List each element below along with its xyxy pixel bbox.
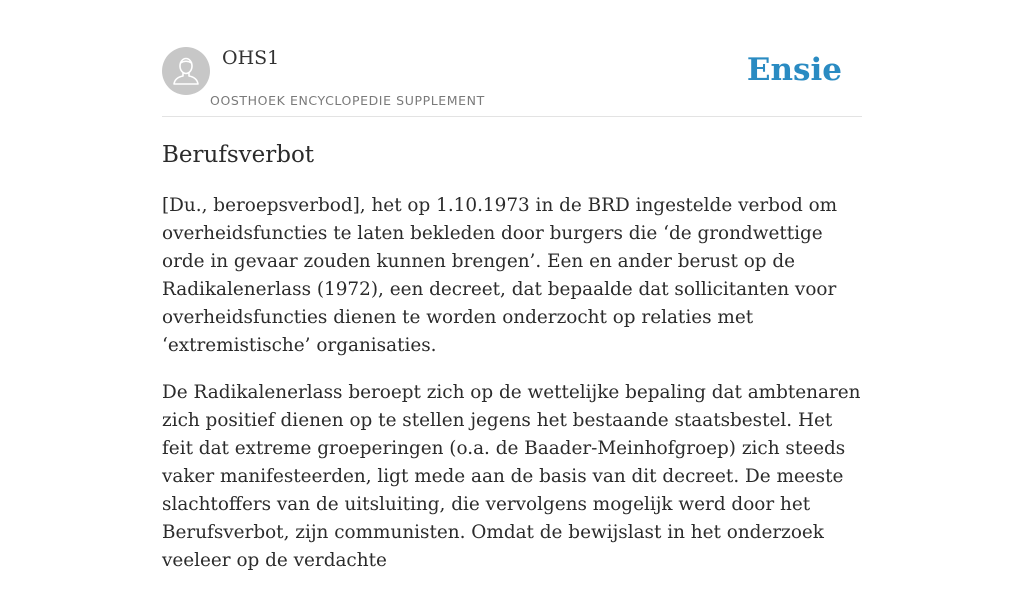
- article-body: [162, 192, 862, 594]
- source-avatar[interactable]: [162, 47, 210, 95]
- source-name-link[interactable]: OOSTHOEK ENCYCLOPEDIE SUPPLEMENT: [210, 93, 485, 108]
- article-paragraph: [Du., beroepsverbod], het op 1.10.1973 in de BRD ingestelde verbod om overheidsfuncties te laten bekleden door burgers die ‘de grondwettige orde in gevaar zouden kunnen brengen’. Een en ander berust op de Radikalenerlass (1972), een decreet, dat bepaalde dat sollicitanten voor overheidsfuncties dienen te worden onderzocht op relaties met ‘extremistische’ organisaties.: [162, 195, 838, 356]
- article-paragraph: De Radikalenerlass beroept zich op de wettelijke bepaling dat ambtenaren zich positief dienen op te stellen jegens het bestaande staatsbestel. Het feit dat extreme groeperingen (o.a. de Baader-Meinhofgroep) zich steeds vaker manifesteerden, ligt mede aan de basis van dit decreet. De meeste slachtoffers van de uitsluiting, die vervolgens mogelijk werd door het Berufsverbot, zijn communisten. Omdat de bewijslast in het onderzoek veeleer op de verdachte: [162, 382, 861, 571]
- source-code-link[interactable]: OHS1: [222, 47, 280, 69]
- source-header: [162, 46, 862, 117]
- brand-logo[interactable]: Ensie: [746, 52, 842, 88]
- article-title: Berufsverbot: [162, 142, 315, 168]
- user-icon: [162, 47, 210, 95]
